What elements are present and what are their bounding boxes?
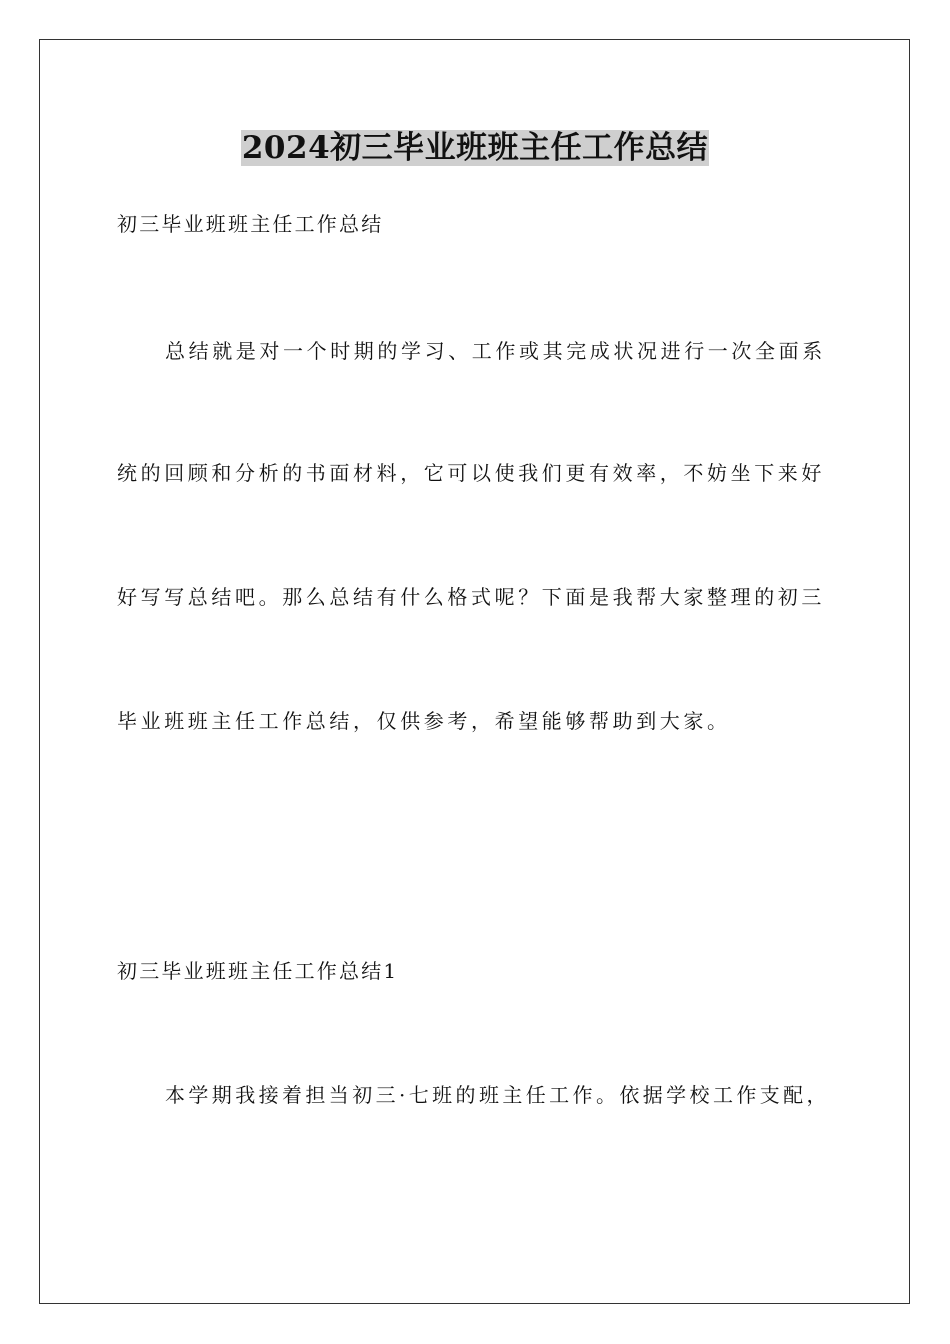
document-subtitle: 初三毕业班班主任工作总结 [117,212,384,236]
intro-line-2: 统的回顾和分析的书面材料，它可以使我们更有效率，不妨坐下来好 [117,461,825,485]
intro-line-3: 好写写总结吧。那么总结有什么格式呢？下面是我帮大家整理的初三 [117,585,825,609]
document-title [0,128,950,168]
document-title-text: 2024初三毕业班班主任工作总结 [241,130,709,166]
intro-line-1: 总结就是对一个时期的学习、工作或其完成状况进行一次全面系 [165,339,826,363]
section-paragraph-line-1: 本学期我接着担当初三·七班的班主任工作。依据学校工作支配， [165,1083,830,1107]
section-heading: 初三毕业班班主任工作总结1 [117,959,399,983]
intro-line-4: 毕业班班主任工作总结，仅供参考，希望能够帮助到大家。 [117,709,731,733]
